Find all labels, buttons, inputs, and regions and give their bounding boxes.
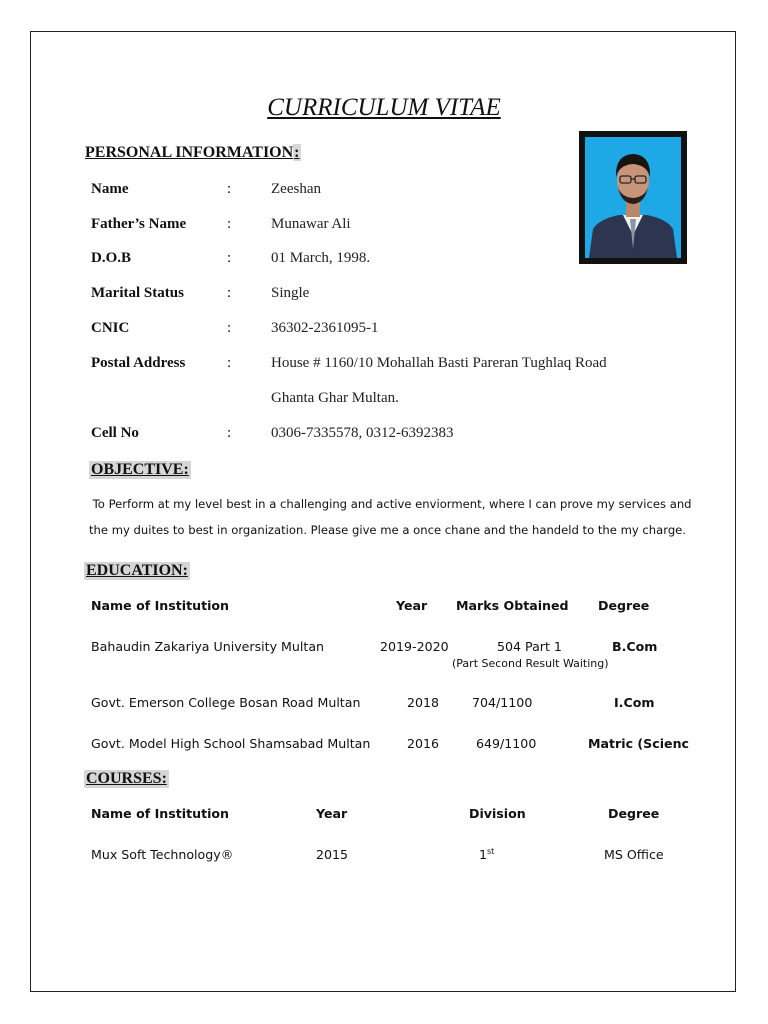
label-cnic: CNIC — [91, 320, 130, 336]
label-name: Name — [91, 181, 129, 197]
value-father-name: Munawar Ali — [271, 216, 351, 232]
value-cell-no: 0306-7335578, 0312-6392383 — [271, 425, 454, 441]
personal-info-heading — [85, 144, 301, 162]
edu-row-1-marks: 504 Part 1 — [497, 639, 562, 654]
edu-row-3-marks: 649/1100 — [476, 736, 537, 751]
colon-postal-address: : — [227, 355, 232, 371]
label-marital-status: Marital Status — [91, 285, 184, 301]
colon-cnic: : — [227, 320, 232, 336]
label-cell-no: Cell No — [91, 425, 139, 441]
edu-row-2-institution: Govt. Emerson College Bosan Road Multan — [91, 695, 361, 710]
colon-dob: : — [227, 250, 232, 266]
edu-row-1-year: 2019-2020 — [380, 639, 449, 654]
value-postal-address: House # 1160/10 Mohallah Basti Pareran Tughlaq Road — [271, 355, 607, 371]
edu-row-1-note: (Part Second Result Waiting) — [452, 657, 609, 670]
course-header-division: Division — [469, 806, 526, 821]
course-row-1-year: 2015 — [316, 847, 349, 862]
edu-row-3-degree: Matric (Scienc — [588, 736, 690, 751]
course-row-1-division-suffix: st — [487, 847, 495, 856]
course-row-1-division-number: 1 — [479, 847, 488, 863]
education-heading: EDUCATION: — [86, 562, 188, 579]
course-header-year: Year — [316, 806, 348, 821]
courses-heading: COURSES: — [86, 770, 167, 787]
edu-row-3-institution: Govt. Model High School Shamsabad Multan — [91, 736, 371, 751]
course-header-institution: Name of Institution — [91, 806, 230, 821]
cv-page — [30, 31, 736, 992]
colon-name: : — [227, 181, 232, 197]
person-portrait-icon — [585, 137, 681, 258]
course-row-1-degree: MS Office — [604, 847, 664, 862]
edu-header-year: Year — [396, 598, 428, 613]
personal-info-heading-text: PERSONAL INFORMATION — [85, 144, 294, 161]
objective-line-1: To Perform at my level best in a challenging and active enviorment, where I can prove my services and — [89, 497, 692, 511]
value-cnic: 36302-2361095-1 — [271, 320, 379, 336]
objective-line-2: the my duites to best in organization. Please give me a once chane and the handeld to the my charge. — [89, 523, 686, 537]
label-postal-address: Postal Address — [91, 355, 186, 371]
edu-row-2-marks: 704/1100 — [472, 695, 533, 710]
objective-heading: OBJECTIVE: — [91, 461, 189, 478]
edu-row-1-institution: Bahaudin Zakariya University Multan — [91, 639, 325, 654]
colon-father-name: : — [227, 216, 232, 232]
edu-header-marks: Marks Obtained — [456, 598, 569, 613]
course-row-1-institution: Mux Soft Technology® — [91, 847, 234, 862]
label-father-name: Father’s Name — [91, 216, 187, 232]
colon-cell-no: : — [227, 425, 232, 441]
personal-info-heading-colon: : — [294, 144, 300, 161]
course-row-1-division — [479, 847, 494, 862]
value-marital-status: Single — [271, 285, 310, 301]
edu-row-1-degree: B.Com — [612, 639, 658, 654]
cv-title: CURRICULUM VITAE — [267, 94, 501, 121]
value-postal-address-line2: Ghanta Ghar Multan. — [271, 390, 399, 406]
profile-photo-image — [585, 137, 681, 258]
course-header-degree: Degree — [608, 806, 660, 821]
colon-marital-status: : — [227, 285, 232, 301]
value-name: Zeeshan — [271, 181, 321, 197]
value-dob: 01 March, 1998. — [271, 250, 371, 266]
label-dob: D.O.B — [91, 250, 132, 266]
edu-header-institution: Name of Institution — [91, 598, 230, 613]
edu-row-2-degree: I.Com — [614, 695, 655, 710]
edu-header-degree: Degree — [598, 598, 650, 613]
profile-photo — [579, 131, 687, 264]
edu-row-2-year: 2018 — [407, 695, 440, 710]
edu-row-3-year: 2016 — [407, 736, 440, 751]
